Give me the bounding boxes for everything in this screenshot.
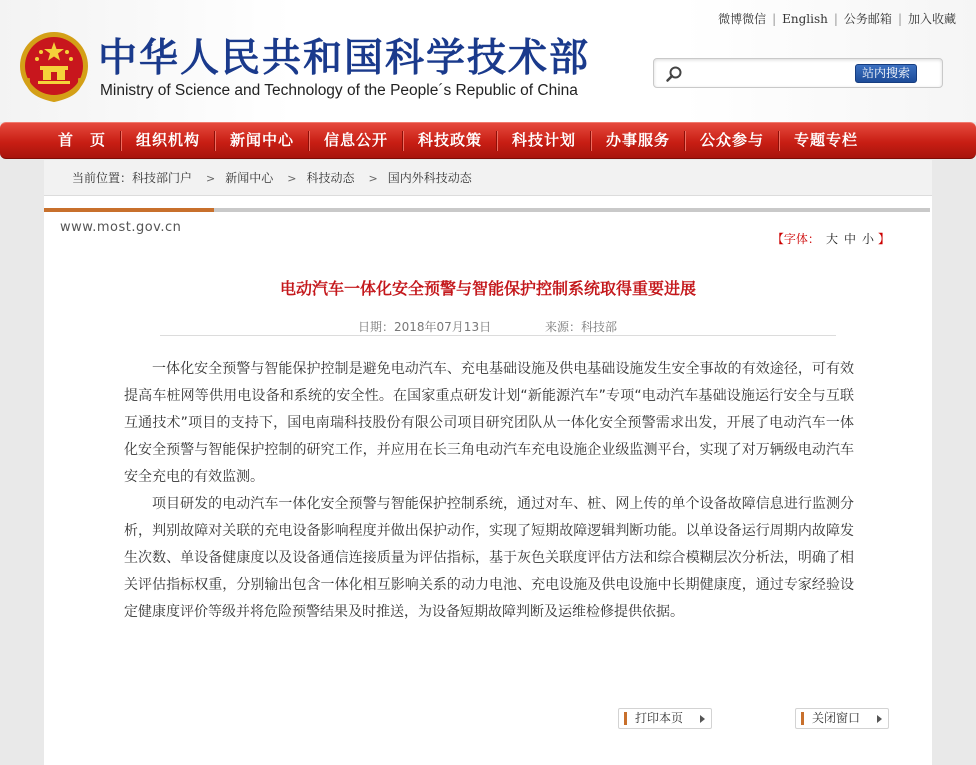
breadcrumb-item-portal[interactable]: 科技部门户 — [132, 171, 193, 185]
article-body — [124, 356, 854, 626]
search-icon — [665, 65, 683, 83]
english-link[interactable]: English — [782, 12, 828, 26]
nav-item-info-disclosure[interactable]: 信息公开 — [323, 131, 388, 149]
article-source: 来源：科技部 — [545, 320, 618, 334]
site-title-en: Ministry of Science and Technology of the People´s Republic of China — [100, 82, 578, 99]
top-links — [718, 10, 956, 27]
font-size-medium[interactable]: 中 — [843, 232, 856, 246]
breadcrumb-prefix: 当前位置： — [72, 171, 133, 185]
section-divider — [44, 208, 930, 212]
font-size-close: 】 — [877, 232, 890, 246]
close-window-button[interactable] — [795, 708, 889, 729]
nav-item-home[interactable]: 首 页 — [57, 131, 106, 149]
nav-item-services[interactable]: 办事服务 — [605, 131, 670, 149]
site-header — [0, 0, 976, 122]
article-title: 电动汽车一体化安全预警与智能保护控制系统取得重要进展 — [279, 279, 696, 298]
link-separator: | — [897, 12, 902, 26]
breadcrumb — [44, 160, 932, 196]
nav-item-public[interactable]: 公众参与 — [699, 131, 764, 149]
arrow-right-icon — [700, 715, 705, 723]
article-paragraph: 一体化安全预警与智能保护控制是避免电动汽车、充电基础设施及供电基础设施发生安全事故的有效途径，可有效提高车桩网等供用电设备和系统的安全性。在国家重点研发计划“新能源汽车”专项“电动汽车基础设施运行安全与互联互通技术”项目的支持下，国电南瑞科技股份有限公司项目研究团队从一体化安全预警需求出发，开展了电动汽车一体化安全预警与智能保护控制的研究工作，并应用在长三角电动汽车充电设施企业级监测平台，实现了对万辆级电动汽车安全充电的有效监测。 — [124, 361, 854, 485]
divider-accent — [44, 208, 214, 212]
print-button-label: 打印本页 — [635, 711, 684, 725]
main-nav — [0, 122, 976, 159]
link-separator: | — [772, 12, 777, 26]
article-panel — [44, 196, 932, 765]
nav-item-programs[interactable]: 科技计划 — [511, 131, 576, 149]
search-button[interactable]: 站内搜索 — [855, 64, 917, 83]
article-date: 日期：2018年07月13日 — [358, 320, 492, 334]
article-paragraph: 项目研发的电动汽车一体化安全预警与智能保护控制系统，通过对车、桩、网上传的单个设备故障信息进行监测分析，判别故障对关联的充电设备影响程度并做出保护动作，实现了短期故障逻辑判断功能。以单设备运行周期内故障发生次数、单设备健康度以及设备通信连接质量为评估指标，基于灰色关联度评估方法和综合模糊层次分析法，明确了相关评估指标权重，分别输出包含一体化相互影响关系的动力电池、充电设施及供电设施中长期健康度，通过专家经验设定健康度评价等级并将危险预警结果及时推送，为设备短期故障判断及运维检修提供依据。 — [124, 496, 854, 620]
arrow-right-icon — [877, 715, 882, 723]
bookmark-link[interactable]: 加入收藏 — [907, 12, 956, 26]
weibo-weixin-link[interactable]: 微博微信 — [718, 12, 767, 26]
article-meta — [160, 310, 836, 336]
button-accent — [801, 712, 804, 725]
search-box — [653, 58, 943, 88]
breadcrumb-item-news[interactable]: 新闻中心 — [225, 171, 274, 185]
nav-item-policy[interactable]: 科技政策 — [417, 131, 482, 149]
chevron-right-icon: > — [287, 172, 297, 185]
breadcrumb-item-tech-news[interactable]: 科技动态 — [306, 171, 355, 185]
font-size-large[interactable]: 大 — [825, 232, 838, 246]
nav-item-news[interactable]: 新闻中心 — [229, 131, 294, 149]
nav-item-organization[interactable]: 组织机构 — [135, 131, 200, 149]
site-title-cn: 中华人民共和国科学技术部 — [98, 35, 591, 81]
search-input[interactable] — [688, 63, 848, 83]
link-separator: | — [833, 12, 838, 26]
button-accent — [624, 712, 627, 725]
nav-item-topics[interactable]: 专题专栏 — [793, 131, 858, 149]
breadcrumb-item-domestic[interactable]: 国内外科技动态 — [387, 171, 472, 185]
site-url: www.most.gov.cn — [60, 220, 182, 235]
print-button[interactable] — [618, 708, 712, 729]
font-size-control — [772, 230, 890, 247]
national-emblem-icon — [18, 28, 90, 104]
chevron-right-icon: > — [368, 172, 378, 185]
chevron-right-icon: > — [206, 172, 216, 185]
font-size-label: 【字体： — [771, 232, 820, 246]
mail-link[interactable]: 公务邮箱 — [843, 12, 892, 26]
close-button-label: 关闭窗口 — [812, 711, 861, 725]
font-size-small[interactable]: 小 — [861, 232, 874, 246]
